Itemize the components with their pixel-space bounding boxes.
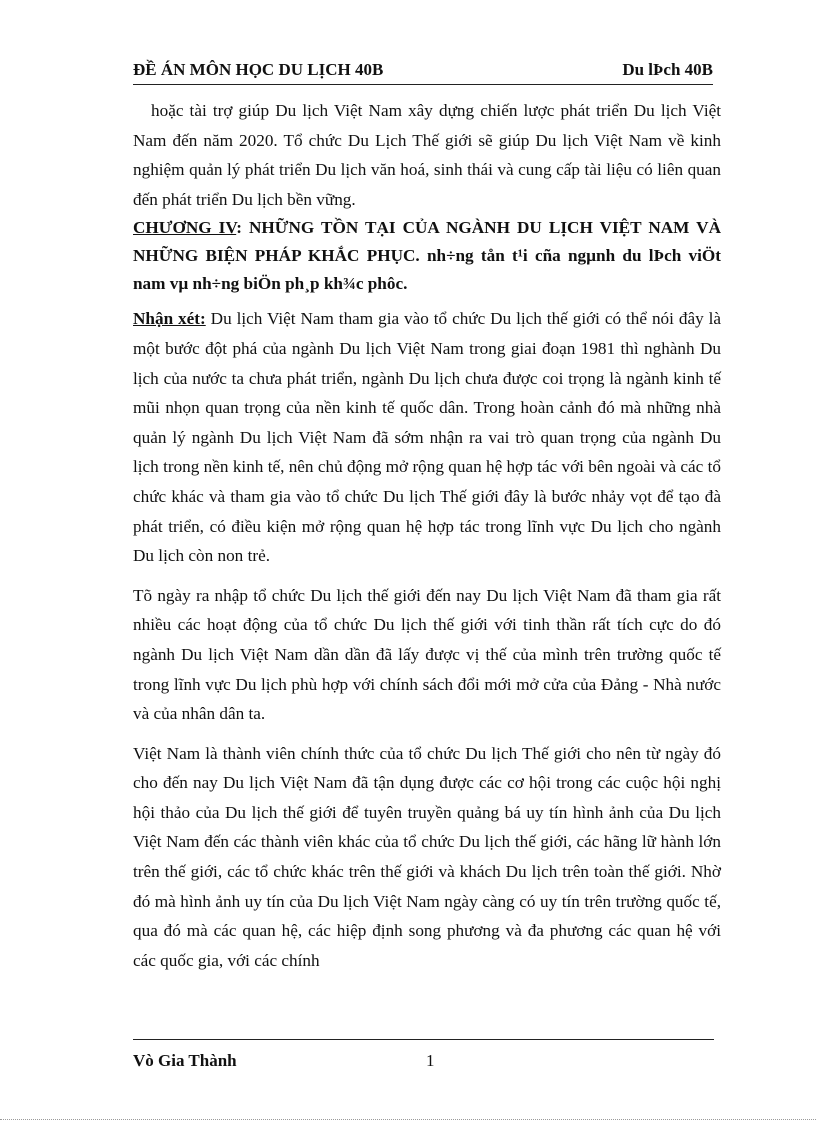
intro-paragraph: hoặc tài trợ giúp Du lịch Việt Nam xây dựng chiến lược phát triển Du lịch Việt Nam đến năm 2020. Tổ chức Du Lịch Thế giới sẽ giúp Du lịch Việt Nam về kinh nghiệm quản lý phát triển Du lịch văn hoá, sinh thái và cung cấp tài liệu có liên quan đến phát triển Du lịch bền vững. [133,101,721,209]
footer-author: Vò Gia Thành [133,1051,237,1070]
note-label: Nhận xét: [133,309,206,329]
footer-divider [133,1039,714,1040]
header-title: ĐỀ ÁN MÔN HỌC DU LỊCH 40B [133,60,384,79]
document-body [133,96,721,985]
body-paragraph-2: Tõ ngày ra nhập tổ chức Du lịch thế giới đến nay Du lịch Việt Nam đã tham gia rất nhiều các hoạt động của tổ chức Du lịch thế giới với tinh thần rất tích cực do đó ngành Du lịch Việt Nam dần dần đã lấy được vị thế của mình trên trường quốc tế trong lĩnh vực Du lịch phù hợp với chính sách đổi mới mở cửa của Đảng - Nhà nước và của nhân dân ta. [133,585,721,724]
chapter-title: : NHỮNG TỒN TẠI CỦA NGÀNH DU LỊCH VIỆT NAM VÀ NHỮNG BIỆN PHÁP KHẮC PHỤC. nh÷ng tån t¹i cña ngµnh du lÞch viÖt nam vµ nh÷ng biÖn ph¸p kh¾c phôc. [133,218,721,294]
page-header [133,52,713,85]
page-edge-divider [0,1119,816,1120]
header-course: Du lÞch 40B [622,60,713,79]
page-number: 1 [426,1051,435,1070]
body-paragraph-3: Việt Nam là thành viên chính thức của tổ chức Du lịch Thế giới cho nên từ ngày đó cho đến nay Du lịch Việt Nam đã tận dụng được các cơ hội trong các cuộc hội nghị hội thảo của Du lịch thế giới để tuyên truyền quảng bá uy tín hình ảnh của Du lịch Việt Nam đến các thành viên khác của tổ chức Du lịch thế giới, các hãng lữ hành lớn trên thế giới, các tổ chức khác trên thế giới và khách Du lịch trên toàn thế giới. Nhờ đó mà hình ảnh uy tín của Du lịch Việt Nam ngày càng có uy tín trên trường quốc tế, qua đó mà các quan hệ, các hiệp định song phương và đa phương các quan hệ với các quốc gia, với các chính [133,743,721,970]
note-text: Du lịch Việt Nam tham gia vào tổ chức Du lịch thế giới có thể nói đây là một bước đột phá của ngành Du lịch Việt Nam trong giai đoạn 1981 thì nghành Du lịch của nước ta chưa phát triển, ngành Du lịch chưa được coi trọng là ngành kinh tế mũi nhọn quan trọng của nền kinh tế quốc dân. Trong hoàn cảnh đó mà những nhà quản lý ngành Du lịch Việt Nam đã sớm nhận ra vai trò quan trọng của ngành Du lịch trong nền kinh tế, nên chủ động mở rộng quan hệ hợp tác với bên ngoài và các tổ chức khác và tham gia vào tổ chức Du lịch Thế giới đây là bước nhảy vọt để tạo đà phát triển, có điều kiện mở rộng quan hệ hợp tác trong lĩnh vực Du lịch cho ngành Du lịch còn non trẻ. [133,309,721,566]
chapter-label: CHƯƠNG IV [133,218,237,238]
chapter-heading [133,214,721,298]
note-paragraph [133,304,721,570]
